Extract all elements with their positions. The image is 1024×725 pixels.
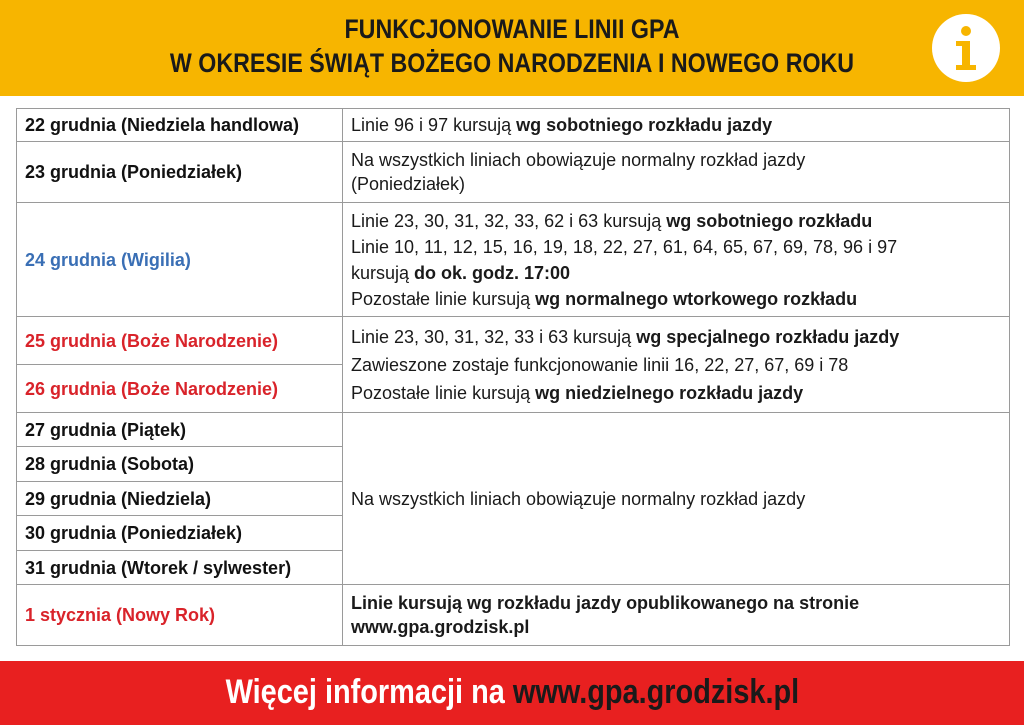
table-row xyxy=(17,317,1010,365)
description-cell: Na wszystkich liniach obowiązuje normalny rozkład jazdy xyxy=(343,413,1010,585)
day-cell: 23 grudnia (Poniedziałek) xyxy=(17,142,343,203)
table-row xyxy=(17,142,1010,203)
day-cell: 27 grudnia (Piątek) xyxy=(17,413,343,447)
description-cell: Linie kursują wg rozkładu jazdy opublikowanego na stronie www.gpa.grodzisk.pl xyxy=(343,585,1010,646)
footer-url-link[interactable]: www.gpa.grodzisk.pl xyxy=(512,673,799,711)
day-cell-new-year: 1 stycznia (Nowy Rok) xyxy=(17,585,343,646)
day-cell: 31 grudnia (Wtorek / sylwester) xyxy=(17,551,343,585)
table-row xyxy=(17,585,1010,646)
day-cell: 29 grudnia (Niedziela) xyxy=(17,482,343,516)
description-cell: Linie 23, 30, 31, 32, 33 i 63 kursują wg specjalnego rozkładu jazdy Zawieszone zostaje funkcjonowanie linii 16, 22, 27, 67, 69 i 78 Pozostałe linie kursują wg niedzielnego rozkładu jazdy xyxy=(343,317,1010,413)
day-cell: 30 grudnia (Poniedziałek) xyxy=(17,516,343,551)
table-row xyxy=(17,109,1010,142)
page-title xyxy=(72,12,953,80)
day-cell-christmas: 25 grudnia (Boże Narodzenie) xyxy=(17,317,343,365)
day-cell: 28 grudnia (Sobota) xyxy=(17,447,343,482)
day-cell-wigilia: 24 grudnia (Wigilia) xyxy=(17,203,343,317)
day-cell: 22 grudnia (Niedziela handlowa) xyxy=(17,109,343,142)
title-line-2: W OKRESIE ŚWIĄT BOŻEGO NARODZENIA I NOWEGO ROKU xyxy=(169,48,855,78)
title-line-1: FUNKCJONOWANIE LINII GPA xyxy=(344,14,680,44)
header-banner xyxy=(0,0,1024,96)
footer-text: Więcej informacji na www.gpa.grodzisk.pl xyxy=(225,673,799,711)
table-row xyxy=(17,203,1010,317)
day-cell-christmas: 26 grudnia (Boże Narodzenie) xyxy=(17,365,343,413)
footer-banner xyxy=(0,661,1024,725)
description-cell: Linie 23, 30, 31, 32, 33, 62 i 63 kursują wg sobotniego rozkładu Linie 10, 11, 12, 15, 16, 19, 18, 22, 27, 61, 64, 65, 67, 69, 78, 96 i 97 kursują do ok. godz. 17:00 Pozostałe linie kursują wg normalnego wtorkowego rozkładu xyxy=(343,203,1010,317)
table-row xyxy=(17,413,1010,447)
description-cell: Na wszystkich liniach obowiązuje normalny rozkład jazdy (Poniedziałek) xyxy=(343,142,1010,203)
description-cell: Linie 96 i 97 kursują wg sobotniego rozkładu jazdy xyxy=(343,109,1010,142)
schedule-table xyxy=(16,108,1010,646)
info-icon xyxy=(932,14,1000,82)
